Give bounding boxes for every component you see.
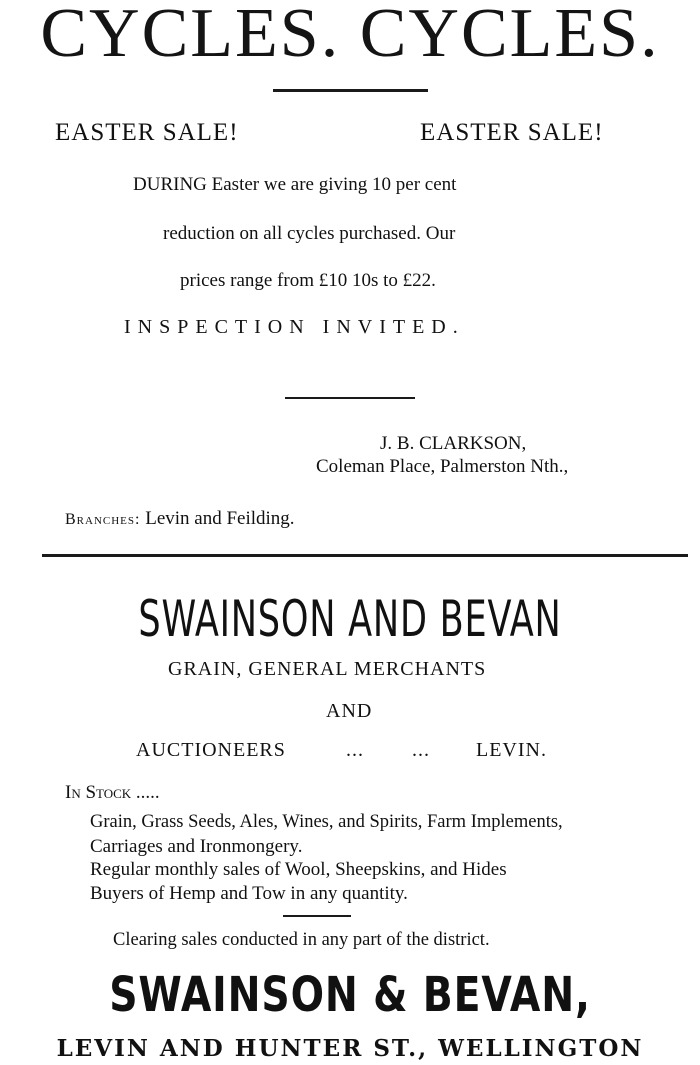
- swainson-subtitle: GRAIN, GENERAL MERCHANTS: [168, 658, 487, 680]
- stock-line-2: Carriages and Ironmongery.: [90, 836, 303, 857]
- auctioneers-location: LEVIN.: [476, 739, 547, 761]
- divider-rule-small: [285, 397, 415, 399]
- cycles-headline: CYCLES. CYCLES.: [40, 0, 660, 72]
- inspection-invited: INSPECTION INVITED.: [124, 316, 465, 338]
- auctioneers-dots-2: ...: [412, 739, 430, 761]
- clearing-sales-line: Clearing sales conducted in any part of the district.: [113, 930, 490, 950]
- branches-label: Branches:: [65, 511, 141, 528]
- in-stock-label: In Stock .....: [65, 782, 160, 803]
- branches-line: [65, 508, 295, 530]
- divider-rule: [273, 89, 428, 92]
- sale-body-line-3: prices range from £10 10s to £22.: [180, 270, 436, 291]
- sale-body-line-1: DURING Easter we are giving 10 per cent: [133, 174, 457, 195]
- stock-line-1: Grain, Grass Seeds, Ales, Wines, and Spirits, Farm Implements,: [90, 812, 563, 832]
- swainson-footer-title: SWAINSON & BEVAN,: [109, 967, 591, 1023]
- divider-rule-stock: [283, 915, 351, 917]
- sale-body-line-2: reduction on all cycles purchased. Our: [163, 223, 456, 244]
- auctioneers-dots-1: ...: [346, 739, 364, 761]
- swainson-title: SWAINSON AND BEVAN: [138, 590, 562, 648]
- easter-sale-right: EASTER SALE!: [420, 119, 604, 146]
- auctioneers-label: AUCTIONEERS: [136, 739, 286, 761]
- branches-value: Levin and Feilding.: [145, 508, 295, 529]
- proprietor-address: Coleman Place, Palmerston Nth.,: [316, 456, 569, 477]
- stock-line-3: Regular monthly sales of Wool, Sheepskins, and Hides: [90, 859, 507, 880]
- swainson-and: AND: [326, 700, 373, 722]
- easter-sale-left: EASTER SALE!: [55, 119, 239, 146]
- swainson-footer-address: LEVIN AND HUNTER ST., WELLINGTON: [56, 1035, 644, 1062]
- proprietor-name: J. B. CLARKSON,: [380, 433, 527, 454]
- stock-line-4: Buyers of Hemp and Tow in any quantity.: [90, 883, 408, 904]
- section-separator: [42, 554, 688, 557]
